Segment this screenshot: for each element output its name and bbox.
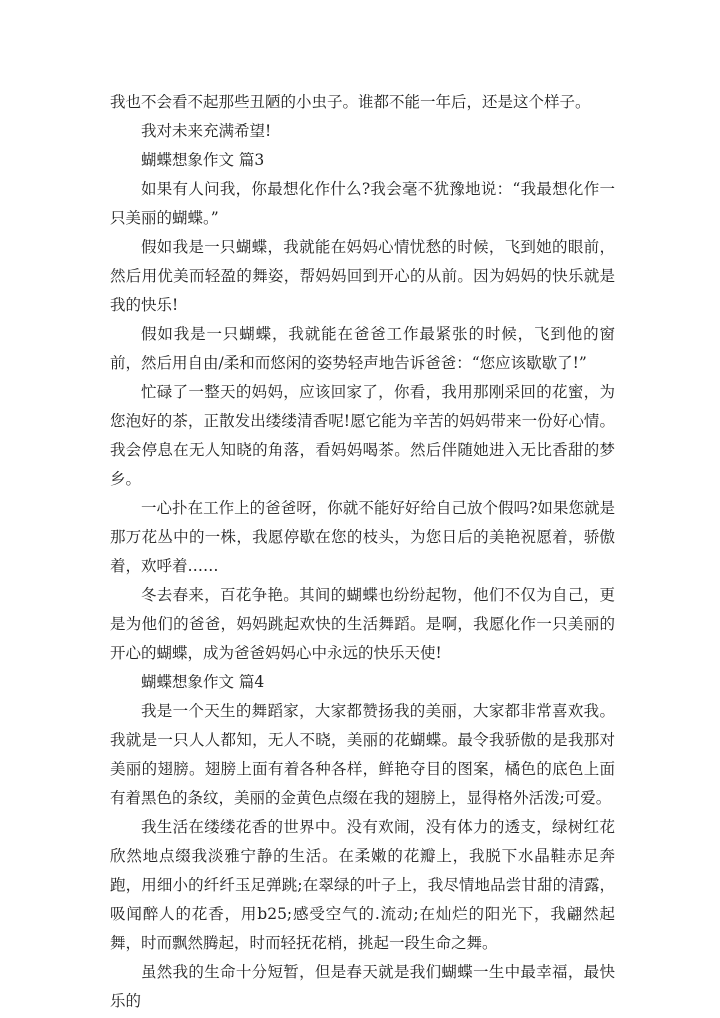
paragraph: 如果有人问我，你最想化作什么?我会毫不犹豫地说：“我最想化作一只美丽的蝴蝶。”	[110, 180, 615, 227]
paragraph: 假如我是一只蝴蝶，我就能在妈妈心情忧愁的时候，飞到她的眼前，然后用优美而轻盈的舞姿，帮妈妈回到开心的从前。因为妈妈的快乐就是我的快乐!	[110, 238, 615, 314]
section-heading: 蝴蝶想象作文 篇3	[141, 151, 265, 169]
paragraph: 忙碌了一整天的妈妈，应该回家了，你看，我用那刚采回的花蜜，为您泡好的茶，正散发出缕缕清香呢!愿它能为辛苦的妈妈带来一份好心情。我会停息在无人知晓的角落，看妈妈喝茶。然后伴随她进入无比香甜的梦乡。	[110, 383, 615, 488]
paragraph: 假如我是一只蝴蝶，我就能在爸爸工作最紧张的时候，飞到他的窗前，然后用自由/柔和而悠闲的姿势轻声地告诉爸爸：“您应该歇歇了!”	[110, 325, 615, 372]
paragraph: 我生活在缕缕花香的世界中。没有欢闹，没有体力的透支，绿树红花欣然地点缀我淡雅宁静的生活。在柔嫩的花瓣上，我脱下水晶鞋赤足奔跑，用细小的纤纤玉足弹跳;在翠绿的叶子上，我尽情地品尝甘甜的清露，吸闻醉人的花香，用b25;感受空气的.流动;在灿烂的阳光下，我翩然起舞，时而飘然腾起，时而轻抚花梢，挑起一段生命之舞。	[110, 818, 615, 952]
paragraph: 一心扑在工作上的爸爸呀，你就不能好好给自己放个假吗?如果您就是那万花丛中的一株，我愿停歇在您的枝头，为您日后的美艳祝愿着，骄傲着，欢呼着……	[110, 499, 615, 575]
paragraph: 我对未来充满希望!	[141, 122, 272, 140]
paragraph: 冬去春来，百花争艳。其间的蝴蝶也纷纷起物，他们不仅为自己，更是为他们的爸爸，妈妈跳起欢快的生活舞蹈。是啊，我愿化作一只美丽的开心的蝴蝶，成为爸爸妈妈心中永远的快乐天使!	[110, 586, 615, 662]
section-heading: 蝴蝶想象作文 篇4	[141, 673, 265, 691]
paragraph: 虽然我的生命十分短暂，但是春天就是我们蝴蝶一生中最幸福，最快乐的	[110, 963, 615, 1010]
document-page	[110, 88, 615, 1016]
paragraph: 我也不会看不起那些丑陋的小虫子。谁都不能一年后，还是这个样子。	[110, 93, 591, 111]
paragraph: 我是一个天生的舞蹈家，大家都赞扬我的美丽，大家都非常喜欢我。我就是一只人人都知，无人不晓，美丽的花蝴蝶。最令我骄傲的是我那对美丽的翅膀。翅膀上面有着各种各样，鲜艳夺目的图案，橘色的底色上面有着黑色的条纹，美丽的金黄色点缀在我的翅膀上，显得格外活泼;可爱。	[110, 702, 615, 807]
